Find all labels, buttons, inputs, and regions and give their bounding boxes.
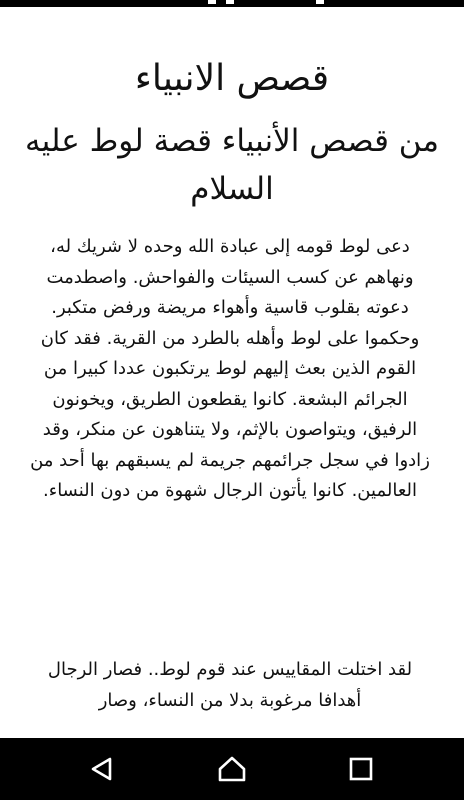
home-button[interactable] (202, 747, 262, 791)
story-paragraph: لقد اختلت المقاييس عند قوم لوط.. فصار الرجال أهدافا مرغوبة بدلا من النساء، وصار (47, 659, 413, 711)
story-content[interactable] (0, 7, 464, 738)
status-bar (0, 0, 464, 7)
recents-icon (349, 757, 373, 781)
story-paragraph: دعى لوط قومه إلى عبادة الله وحده لا شريك له، ونهاهم عن كسب السيئات والفواحش. واصطدمت دعوته بقلوب قاسية وأهواء مريضة ورفض متكبر. وحكموا على لوط وأهله بالطرد من القرية. فقد كان القوم الذين بعث إليهم لوط يرتكبون عددا كبيرا من الجرائم البشعة. كانوا يقطعون الطريق، ويخونون الرفيق، ويتواصون بالإثم، ولا يتناهون عن منكر، وقد زادوا في سجل جرائمهم جريمة لم يسبقهم بها أحد من العالمين. كانوا يأتون الرجال شهوة من دون النساء. (30, 236, 430, 501)
app-title: قصص الانبياء (134, 58, 330, 99)
status-indicator (226, 0, 234, 4)
navigation-bar (0, 738, 464, 800)
recents-button[interactable] (331, 747, 391, 791)
back-button[interactable] (72, 747, 132, 791)
status-indicator (208, 0, 216, 4)
story-title: من قصص الأنبياء قصة لوط عليه السلام (25, 123, 439, 207)
back-icon (89, 756, 115, 782)
status-indicator (316, 0, 324, 4)
home-icon (218, 756, 246, 782)
